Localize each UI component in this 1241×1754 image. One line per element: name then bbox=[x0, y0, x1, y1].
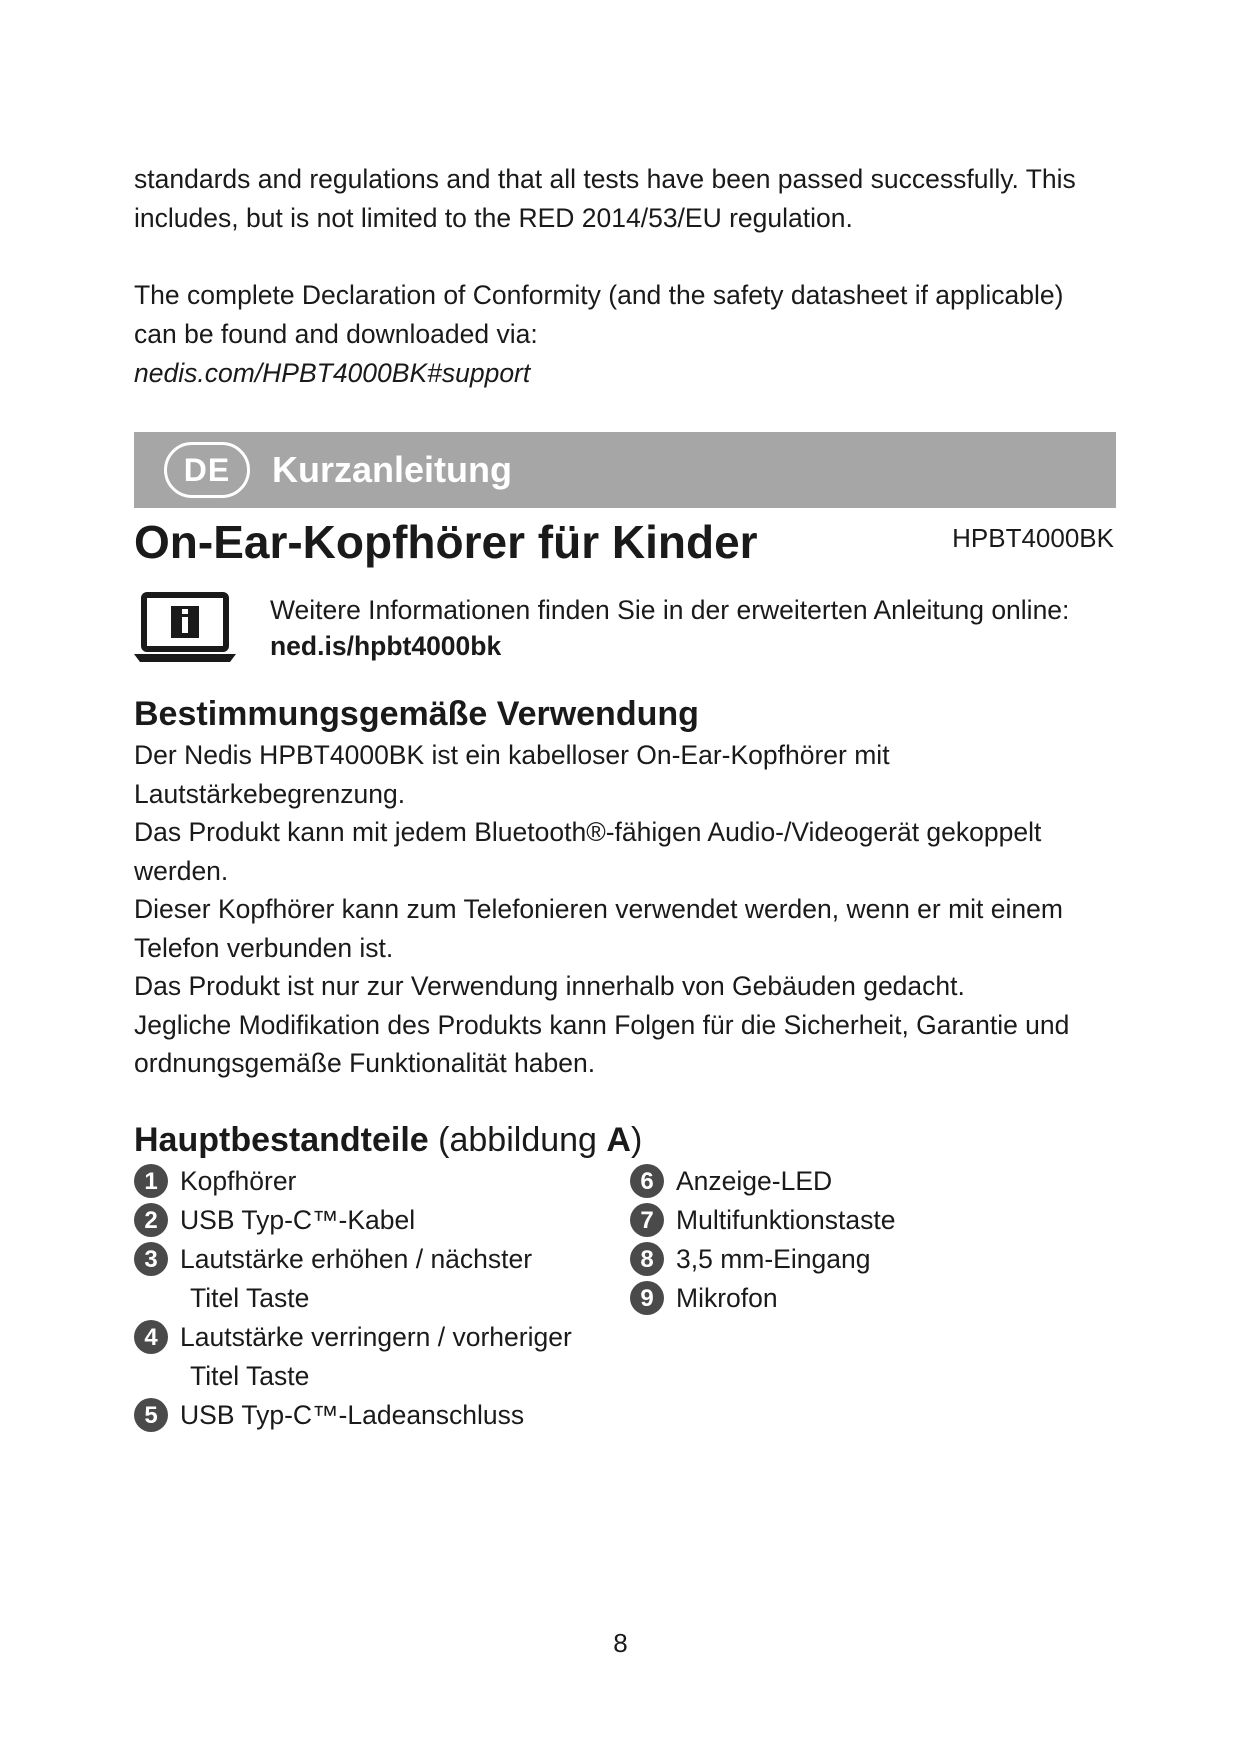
language-badge: DE bbox=[164, 442, 250, 498]
part-label: Kopfhörer bbox=[180, 1166, 297, 1196]
product-title: On-Ear-Kopfhörer für Kinder bbox=[134, 516, 758, 568]
manual-link[interactable]: ned.is/hpbt4000bk bbox=[270, 631, 502, 661]
part-label: USB Typ-C™-Kabel bbox=[180, 1205, 416, 1235]
intro-line: can be found and downloaded via: bbox=[134, 319, 538, 349]
intro-paragraph-1 bbox=[134, 160, 1114, 238]
number-badge: 5 bbox=[134, 1398, 168, 1432]
number-badge: 6 bbox=[630, 1164, 664, 1198]
usage-heading: Bestimmungsgemäße Verwendung bbox=[134, 695, 699, 733]
section-title: Kurzanleitung bbox=[272, 449, 512, 490]
list-item bbox=[134, 1396, 572, 1435]
usage-line: ordnungsgemäße Funktionalität haben. bbox=[134, 1048, 596, 1078]
part-label: Lautstärke erhöhen / nächster bbox=[180, 1244, 533, 1274]
list-item bbox=[630, 1201, 895, 1240]
usage-paragraph bbox=[134, 736, 1114, 1083]
number-badge: 3 bbox=[134, 1242, 168, 1276]
list-item bbox=[134, 1162, 572, 1201]
part-label: Anzeige-LED bbox=[676, 1166, 833, 1196]
info-text: Weitere Informationen finden Sie in der erweiterten Anleitung online: bbox=[270, 595, 1070, 625]
list-item bbox=[630, 1279, 895, 1318]
number-badge: 4 bbox=[134, 1320, 168, 1354]
usage-line: Jegliche Modifikation des Produkts kann Folgen für die Sicherheit, Garantie und bbox=[134, 1009, 1070, 1040]
part-label-continued: Titel Taste bbox=[190, 1283, 310, 1313]
intro-paragraph-2 bbox=[134, 276, 1114, 393]
parts-heading bbox=[134, 1118, 642, 1162]
part-label: Multifunktionstaste bbox=[676, 1205, 896, 1235]
info-block bbox=[270, 592, 1069, 664]
part-label: USB Typ-C™-Ladeanschluss bbox=[180, 1400, 525, 1430]
part-label: 3,5 mm-Eingang bbox=[676, 1244, 871, 1274]
intro-line: standards and regulations and that all tests have been passed successfully. This bbox=[134, 164, 1076, 194]
support-link[interactable]: nedis.com/HPBT4000BK#support bbox=[134, 358, 531, 388]
usage-line: Dieser Kopfhörer kann zum Telefonieren verwendet werden, wenn er mit einem bbox=[134, 894, 1063, 924]
laptop-info-icon bbox=[132, 592, 238, 664]
usage-line: werden. bbox=[134, 855, 229, 886]
parts-list-left bbox=[134, 1162, 572, 1435]
number-badge: 2 bbox=[134, 1203, 168, 1237]
list-item bbox=[630, 1162, 895, 1201]
page-number: 8 bbox=[613, 1628, 628, 1658]
number-badge: 8 bbox=[630, 1242, 664, 1276]
list-item bbox=[134, 1240, 572, 1318]
intro-line: includes, but is not limited to the RED 2014/53/EU regulation. bbox=[134, 203, 853, 233]
model-number: HPBT4000BK bbox=[952, 523, 1114, 553]
parts-heading-close: ) bbox=[630, 1121, 643, 1159]
list-item bbox=[134, 1318, 572, 1396]
parts-heading-letter: A bbox=[606, 1121, 631, 1159]
usage-line: Telefon verbunden ist. bbox=[134, 932, 394, 963]
intro-line: The complete Declaration of Conformity (and the safety datasheet if applicable) bbox=[134, 280, 1064, 310]
usage-line: Das Produkt kann mit jedem Bluetooth®-fähigen Audio-/Videogerät gekoppelt bbox=[134, 817, 1042, 847]
language-section-bar bbox=[134, 432, 1116, 508]
part-label: Lautstärke verringern / vorheriger bbox=[180, 1322, 572, 1352]
parts-heading-bold: Hauptbestandteile bbox=[134, 1121, 429, 1159]
part-label: Mikrofon bbox=[676, 1283, 778, 1313]
usage-line: Lautstärkebegrenzung. bbox=[134, 778, 406, 809]
parts-heading-normal: (abbildung bbox=[428, 1121, 607, 1159]
usage-line: Das Produkt ist nur zur Verwendung innerhalb von Gebäuden gedacht. bbox=[134, 971, 965, 1001]
part-label-continued: Titel Taste bbox=[190, 1361, 310, 1391]
list-item bbox=[630, 1240, 895, 1279]
number-badge: 7 bbox=[630, 1203, 664, 1237]
list-item bbox=[134, 1201, 572, 1240]
usage-line: Der Nedis HPBT4000BK ist ein kabelloser On-Ear-Kopfhörer mit bbox=[134, 740, 890, 770]
number-badge: 9 bbox=[630, 1281, 664, 1315]
number-badge: 1 bbox=[134, 1164, 168, 1198]
parts-list-right bbox=[630, 1162, 895, 1318]
